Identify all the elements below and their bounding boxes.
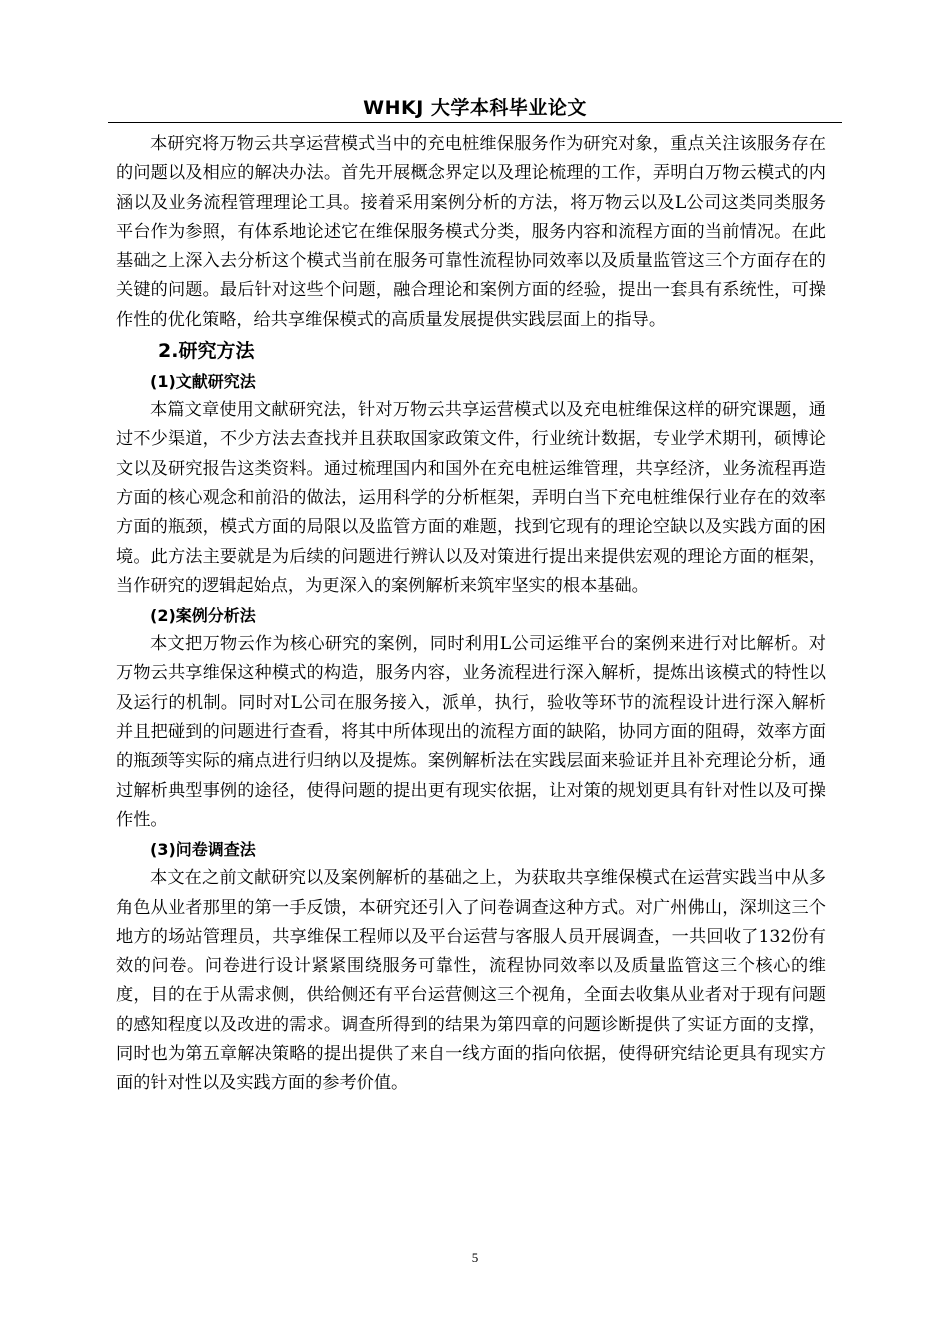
intro-paragraph: 本研究将万物云共享运营模式当中的充电桩维保服务作为研究对象，重点关注该服务存在的问题以及相应的解决办法。首先开展概念界定以及理论梳理的工作，弄明白万物云模式的内涵以及业务流程管理理论工具。接着采用案例分析的方法，将万物云以及L公司这类同类服务平台作为参照，有体系地论述它在维保服务模式分类，服务内容和流程方面的当前情况。在此基础之上深入去分析这个模式当前在服务可靠性流程协同效率以及质量监管这三个方面存在的关键的问题。最后针对这些个问题，融合理论和案例方面的经验，提出一套具有系统性，可操作性的优化策略，给共享维保模式的高质量发展提供实践层面上的指导。	[116, 134, 826, 330]
method-paragraph: 本文在之前文献研究以及案例解析的基础之上，为获取共享维保模式在运营实践当中从多角色从业者那里的第一手反馈，本研究还引入了问卷调查这种方式。对广州佛山，深圳这三个地方的场站管理员，共享维保工程师以及平台运营与客服人员开展调查，一共回收了132份有效的问卷。问卷进行设计紧紧围绕服务可靠性，流程协同效率以及质量监管这三个核心的维度，目的在于从需求侧，供给侧还有平台运营侧这三个视角，全面去收集从业者对于现有问题的感知程度以及改进的需求。调查所得到的结果为第四章的问题诊断提供了实证方面的支撑，同时也为第五章解决策略的提出提供了来自一线方面的指向依据，使得研究结论更具有现实方面的针对性以及实践方面的参考价值。	[116, 868, 826, 1094]
method-questionnaire	[116, 835, 826, 1098]
method-paragraph: 本篇文章使用文献研究法，针对万物云共享运营模式以及充电桩维保这样的研究课题，通过不少渠道，不少方法去查找并且获取国家政策文件，行业统计数据，专业学术期刊，硕博论文以及研究报告这类资料。通过梳理国内和国外在充电桩运维管理，共享经济，业务流程再造方面的核心观念和前沿的做法，运用科学的分析框架，弄明白当下充电桩维保行业存在的效率方面的瓶颈，模式方面的局限以及监管方面的难题，找到它现有的理论空缺以及实践方面的困境。此方法主要就是为后续的问题进行辨认以及对策进行提出来提供宏观的理论方面的框架，当作研究的逻辑起始点，为更深入的案例解析来筑牢坚实的根本基础。	[116, 400, 826, 596]
section-title: 2.研究方法	[158, 340, 255, 363]
document-body	[116, 130, 826, 1099]
method-title: (1)文献研究法	[150, 372, 256, 392]
header-title: WHKJ 大学本科毕业论文	[363, 97, 587, 119]
method-case-study	[116, 601, 826, 835]
page-number: 5	[471, 1250, 479, 1265]
method-title: (3)问卷调查法	[150, 840, 256, 860]
method-title: (2)案例分析法	[150, 606, 256, 626]
method-paragraph: 本文把万物云作为核心研究的案例，同时利用L公司运维平台的案例来进行对比解析。对万物云共享维保这种模式的构造，服务内容，业务流程进行深入解析，提炼出该模式的特性以及运行的机制。同时对L公司在服务接入，派单，执行，验收等环节的流程设计进行深入解析并且把碰到的问题进行查看，将其中所体现出的流程方面的缺陷，协同方面的阻碍，效率方面的瓶颈等实际的痛点进行归纳以及提炼。案例解析法在实践层面来验证并且补充理论分析，通过解析典型事例的途径，使得问题的提出更有现实依据，让对策的规划更具有针对性以及可操作性。	[116, 634, 826, 830]
page-header	[108, 95, 842, 123]
method-literature	[116, 367, 826, 601]
